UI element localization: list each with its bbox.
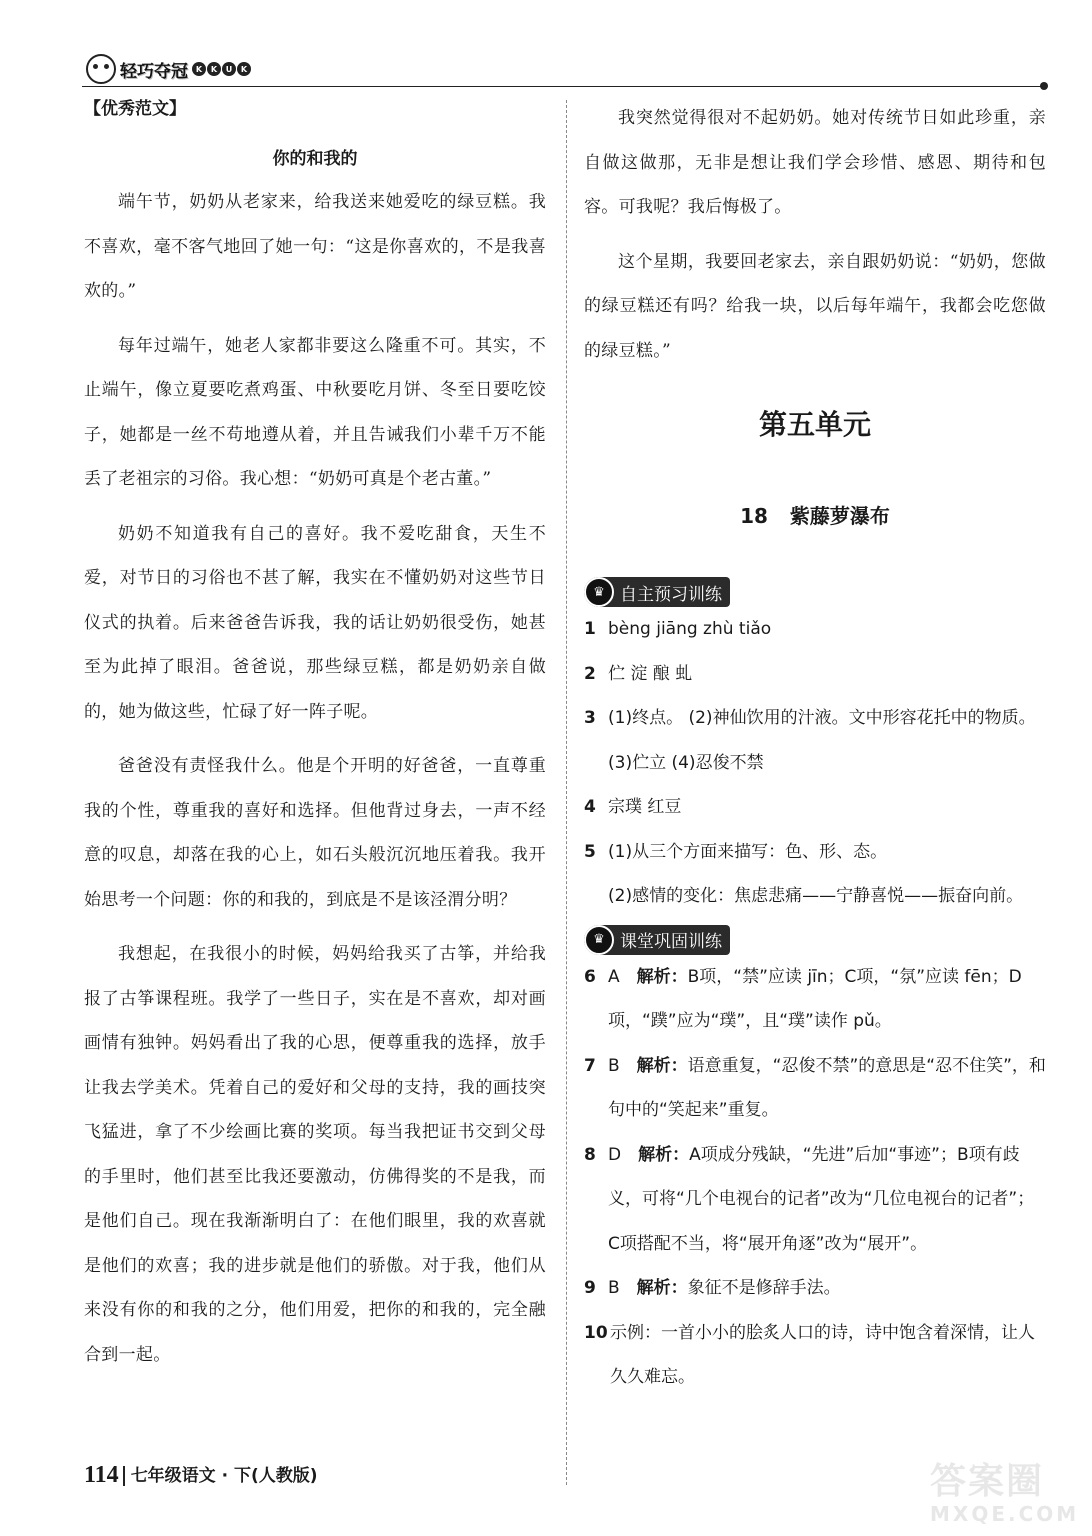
answer-text: 宗璞 红豆	[608, 797, 682, 817]
answer-item	[584, 1133, 1046, 1267]
answer-number: 5	[584, 841, 596, 862]
essay-paragraph: 这个星期，我要回老家去，亲自跟奶奶说：“奶奶，您做的绿豆糕还有吗？给我一块，以后每年端午，我都会吃您做的绿豆糕。”	[584, 251, 1046, 361]
answer-text: (1)终点。 (2)神仙饮用的汁液。文中形容花托中的物质。 (3)伫立 (4)忍俊不禁	[608, 708, 1036, 773]
answer-text: 示例：一首小小的脍炙人口的诗，诗中饱含着深情，让人久久难忘。	[610, 1322, 1035, 1387]
logo-text: 轻巧夺冠	[120, 61, 188, 82]
answer-item	[584, 785, 1046, 830]
answer-choice: B	[608, 1055, 620, 1076]
analysis-label: 解析：	[636, 1055, 688, 1076]
lesson-heading	[584, 501, 1046, 531]
answer-text: 象征不是修辞手法。	[687, 1278, 841, 1298]
essay-continuation	[584, 96, 1046, 373]
answer-item	[584, 1266, 1046, 1311]
analysis-label: 解析：	[636, 1278, 688, 1298]
unit-title: 第五单元	[758, 408, 871, 441]
page-number: 114	[84, 1462, 119, 1488]
answer-number: 9	[584, 1278, 596, 1298]
page-footer	[84, 1455, 318, 1489]
essay-paragraph: 每年过端午，她老人家都非要这么隆重不可。其实，不止端午，像立夏要吃煮鸡蛋、中秋要吃月饼、冬至日要吃饺子，她都是一丝不苟地遵从着，并且告诫我们小辈千万不能丢了老祖宗的习俗。我心想：“奶奶可真是个老古董。”	[84, 335, 546, 489]
answer-number: 1	[584, 619, 596, 639]
answer-item	[584, 607, 1046, 652]
watermark-logo	[930, 1462, 1080, 1532]
essay-body	[84, 180, 546, 1377]
left-column	[84, 96, 546, 1387]
answer-number: 10	[584, 1322, 608, 1343]
logo-badge: U	[222, 62, 236, 76]
answer-choice: A	[608, 966, 620, 987]
header-rule-dot	[1040, 82, 1048, 90]
answer-text: (1)从三个方面来描写：色、形、态。	[608, 841, 888, 862]
answer-number: 7	[584, 1055, 596, 1076]
mascot-icon	[86, 54, 116, 84]
answers-preview	[584, 607, 1046, 919]
footer-separator	[123, 1466, 125, 1486]
answer-text: 伫 淀 酿 虬	[608, 663, 693, 684]
analysis-label: 解析：	[636, 966, 688, 987]
section-tag: 【优秀范文】	[84, 99, 186, 119]
answer-item	[584, 830, 1046, 875]
logo-badge: K	[207, 62, 221, 76]
essay-paragraph: 爸爸没有责怪我什么。他是个开明的好爸爸，一直尊重我的个性，尊重我的喜好和选择。但他背过身去，一声不经意的叹息，却落在我的心上，如石头般沉沉地压着我。我开始思考一个问题：你的和我的，到底是不是该泾渭分明？	[84, 756, 546, 910]
answer-choice: B	[608, 1278, 620, 1298]
answer-item-continued	[584, 874, 1046, 919]
book-title: 七年级语文 · 下(人教版)	[130, 1466, 318, 1486]
answer-text: B项，“禁”应读 jīn；C项，“氛”应读 fēn；D项，“蹼”应为“璞”，且“璞”读作 pǔ。	[608, 966, 1022, 1031]
answer-text: A项成分残缺，“先进”后加“事迹”；B项有歧义，可将“几个电视台的记者”改为“几位电视台的记者”；C项搭配不当，将“展开角逐”改为“展开”。	[608, 1144, 1035, 1254]
answer-text: 语意重复，“忍俊不禁”的意思是“忍不住笑”，和句中的“笑起来”重复。	[608, 1055, 1046, 1120]
crown-icon: ♛	[584, 925, 614, 955]
answer-item	[584, 1044, 1046, 1133]
section-banner-preview	[584, 577, 730, 607]
essay-paragraph: 我突然觉得很对不起奶奶。她对传统节日如此珍重，亲自做这做那，无非是想让我们学会珍惜、感恩、期待和包容。可我呢？我后悔极了。	[584, 108, 1046, 217]
spacer	[584, 531, 1046, 571]
answer-number: 8	[584, 1144, 596, 1165]
answer-text: (2)感情的变化：焦虑悲痛——宁静喜悦——振奋向前。	[608, 886, 1024, 906]
header-rule	[82, 86, 1042, 87]
watermark-url: MXQE.COM	[930, 1502, 1080, 1526]
banner-label: 课堂巩固训练	[620, 932, 722, 952]
answer-text: bèng jiāng zhù tiǎo	[608, 619, 772, 639]
right-column	[584, 96, 1046, 1400]
page-header	[82, 50, 1042, 90]
answer-number: 4	[584, 797, 596, 817]
logo-badges	[192, 62, 252, 76]
logo-badge: K	[237, 62, 251, 76]
logo-badge: K	[192, 62, 206, 76]
answer-item	[584, 696, 1046, 785]
essay-paragraph: 我想起，在我很小的时候，妈妈给我买了古筝，并给我报了古筝课程班。我学了一些日子，实在是不喜欢，却对画画情有独钟。妈妈看出了我的心思，便尊重我的选择，放手让我去学美术。凭着自己的爱好和父母的支持，我的画技突飞猛进，拿了不少绘画比赛的奖项。每当我把证书交到父母的手里时，他们甚至比我还要激动，仿佛得奖的不是我，而是他们自己。现在我渐渐明白了：在他们眼里，我的欢喜就是他们的欢喜；我的进步就是他们的骄傲。对于我，他们从来没有你的和我的之分，他们用爱，把你的和我的，完全融合到一起。	[84, 944, 546, 1365]
answer-number: 3	[584, 708, 596, 728]
essay-title: 你的和我的	[272, 149, 358, 169]
column-divider	[566, 100, 567, 1485]
crown-icon: ♛	[584, 577, 614, 607]
answers-practice	[584, 955, 1046, 1400]
banner-label: 自主预习训练	[620, 584, 722, 605]
answer-choice: D	[608, 1144, 622, 1165]
brand-logo	[86, 54, 252, 84]
section-banner-practice	[584, 925, 730, 955]
answer-number: 2	[584, 663, 596, 684]
answer-item	[584, 955, 1046, 1044]
essay-paragraph: 端午节，奶奶从老家来，给我送来她爱吃的绿豆糕。我不喜欢，毫不客气地回了她一句：“这是你喜欢的，不是我喜欢的。”	[84, 192, 546, 301]
answer-number: 6	[584, 966, 596, 987]
answer-item	[584, 1311, 1046, 1400]
answer-item	[584, 652, 1046, 697]
essay-paragraph: 奶奶不知道我有自己的喜好。我不爱吃甜食，天生不爱，对节日的习俗也不甚了解，我实在不懂奶奶对这些节日仪式的执着。后来爸爸告诉我，我的话让奶奶很受伤，她甚至为此掉了眼泪。爸爸说，那些绿豆糕，都是奶奶亲自做的，她为做这些，忙碌了好一阵子呢。	[84, 523, 546, 722]
analysis-label: 解析：	[638, 1144, 690, 1165]
lesson-title: 紫藤萝瀑布	[789, 504, 890, 528]
lesson-number: 18	[740, 504, 768, 528]
watermark-text: 答案圈	[930, 1461, 1045, 1502]
